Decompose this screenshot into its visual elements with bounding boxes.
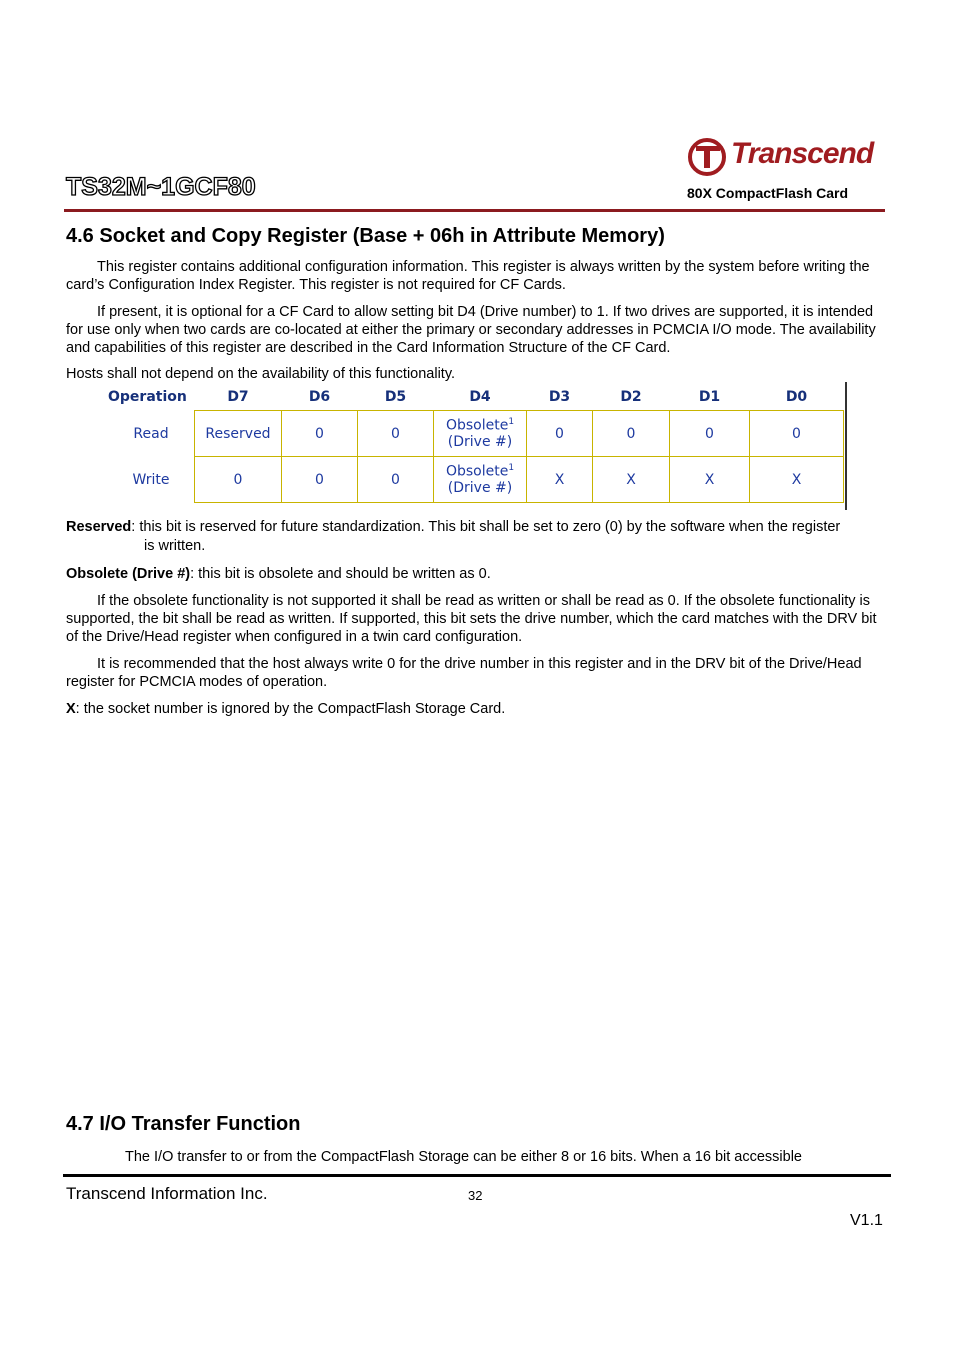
section-4-6-para-1: This register contains additional configuration information. This register is always written by the system before writing the card’s Configuration Index Register. This register is not required for CF Cards. — [66, 259, 870, 293]
product-line: 80X CompactFlash Card — [687, 185, 849, 201]
table-header-row — [108, 384, 844, 411]
d4-label: Obsolete — [445, 417, 509, 434]
note-obsolete — [66, 565, 890, 583]
socket-copy-register-table — [108, 384, 844, 503]
model-number: TS32M~1GCF80 — [66, 173, 256, 201]
cell-d7: 0 — [195, 457, 282, 503]
table-row-write — [108, 457, 844, 503]
note-obsolete-term: Obsolete (Drive #) — [66, 566, 191, 582]
header-d0: D0 — [785, 389, 808, 405]
table-row-read — [108, 411, 844, 457]
section-4-7-para-1: The I/O transfer to or from the CompactFlash Storage can be either 8 or 16 bits. When a 16 bit accessible — [125, 1149, 802, 1165]
note-obsolete-text: : this bit is obsolete and should be written as 0. — [190, 566, 491, 582]
cell-d3: X — [527, 457, 593, 503]
cell-d5: 0 — [358, 411, 434, 457]
transcend-logo-icon — [687, 136, 731, 176]
section-4-6-title: 4.6 Socket and Copy Register (Base + 06h in Attribute Memory) — [66, 225, 665, 247]
d4-sublabel: (Drive #) — [447, 479, 513, 496]
section-4-6-para-3: Hosts shall not depend on the availability of this functionality. — [66, 366, 456, 382]
cell-d1: X — [670, 457, 750, 503]
section-4-6-para-2: If present, it is optional for a CF Card to allow setting bit D4 (Drive number) to 1. If two drives are supported, it is intended for use only when two cards are co-located at either the primary or secondary addresses in PCMCIA I/O mode. The availability and capabilities of this register are described in the Card Information Structure of the CF Card. — [66, 304, 876, 356]
page-number: 32 — [468, 1188, 483, 1203]
cell-op: Write — [132, 471, 170, 488]
footer-company: Transcend Information Inc. — [66, 1184, 268, 1203]
note-reserved-continued: is written. — [144, 538, 206, 554]
brand-name: Transcend — [731, 137, 874, 170]
header-d6: D6 — [308, 389, 331, 405]
cell-d4 — [434, 411, 527, 457]
para-recommendation: It is recommended that the host always write 0 for the drive number in this register and in the DRV bit of the Drive/Head register for PCMCIA modes of operation. — [66, 656, 862, 690]
para-obsolete-functionality: If the obsolete functionality is not supported it shall be read as written or shall be read as 0. If the obsolete functionality is supported, the bit shall be read as written. If supported, this bit sets the drive number, which the card matches with the DRV bit of the Drive/Head register when configured in a twin card configuration. — [66, 593, 877, 645]
note-x-term: X — [66, 701, 76, 717]
cell-d4 — [434, 457, 527, 503]
note-reserved — [66, 518, 890, 536]
cell-d6: 0 — [282, 411, 358, 457]
d4-label: Obsolete — [445, 463, 509, 480]
header-d2: D2 — [620, 389, 642, 405]
header-divider — [64, 209, 885, 212]
note-x-text: : the socket number is ignored by the CompactFlash Storage Card. — [75, 701, 506, 717]
header-d3: D3 — [548, 389, 571, 405]
cell-d5: 0 — [358, 457, 434, 503]
cell-d7: Reserved — [195, 411, 282, 457]
note-reserved-term: Reserved — [66, 519, 132, 535]
header-d7: D7 — [227, 389, 249, 405]
document-version: V1.1 — [850, 1212, 883, 1229]
cell-d2: 0 — [593, 411, 670, 457]
header-d4: D4 — [469, 389, 491, 405]
section-4-7-title: 4.7 I/O Transfer Function — [66, 1113, 301, 1135]
cell-d6: 0 — [282, 457, 358, 503]
header-d5: D5 — [384, 389, 407, 405]
transcend-logo — [687, 136, 882, 176]
cell-op: Read — [133, 425, 169, 442]
footer-divider — [63, 1174, 891, 1177]
note-reserved-text: : this bit is reserved for future standardization. This bit shall be set to zero (0) by the software when the register — [131, 519, 841, 535]
footnote-marker: 1 — [508, 463, 515, 474]
d4-sublabel: (Drive #) — [447, 433, 513, 450]
footnote-marker: 1 — [508, 417, 515, 428]
table-right-border — [845, 382, 847, 510]
cell-d0: 0 — [750, 411, 844, 457]
cell-d3: 0 — [527, 411, 593, 457]
cell-d0: X — [750, 457, 844, 503]
cell-d1: 0 — [670, 411, 750, 457]
note-x — [66, 700, 890, 718]
header-operation: Operation — [108, 389, 187, 406]
cell-d2: X — [593, 457, 670, 503]
header-d1: D1 — [698, 389, 721, 405]
